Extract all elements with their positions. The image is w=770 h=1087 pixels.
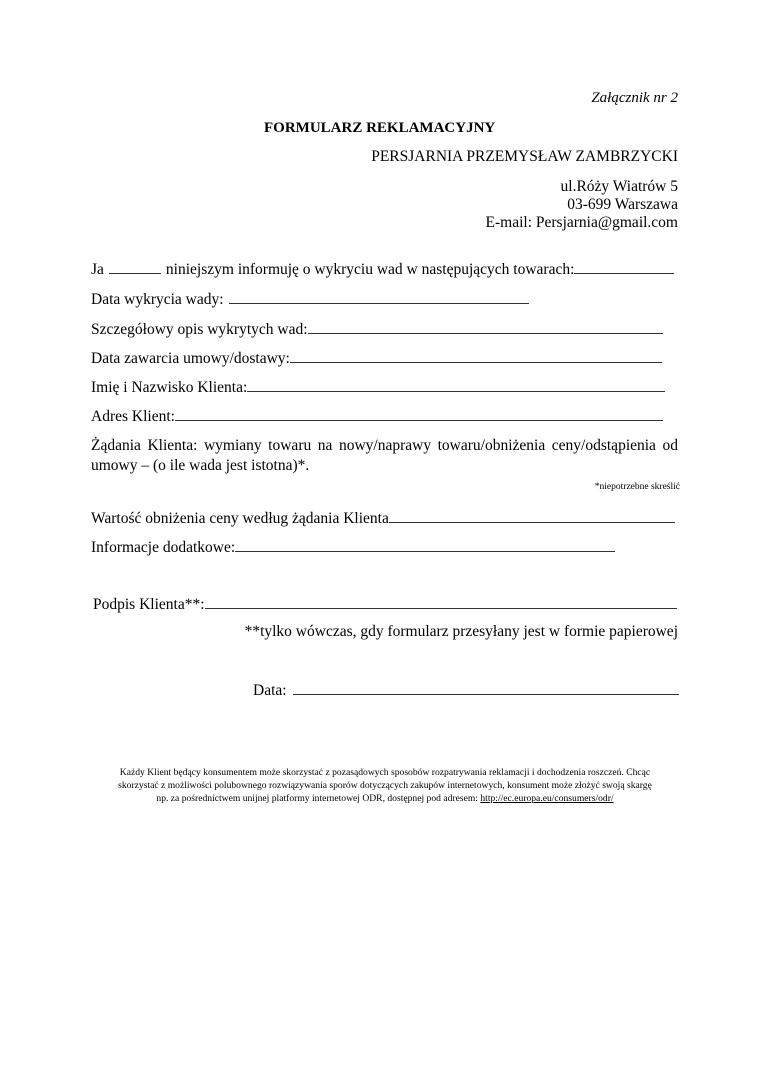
footer-line-1: Każdy Klient będący konsumentem może skorzystać z pozasądowych sposobów rozpatrywania reklamacji i dochodzenia roszczeń. Chcąc xyxy=(119,767,651,778)
client-address-field xyxy=(91,406,663,426)
defect-description-field xyxy=(91,319,663,339)
defect-date-label: Data wykrycia wady: xyxy=(91,291,224,308)
client-name-label: Imię i Nazwisko Klienta: xyxy=(91,379,248,396)
footer-line-3-text: np. za pośrednictwem unijnej platformy internetowej ODR, dostępnej pod adresem: xyxy=(156,793,478,804)
footer-line-2: skorzystać z możliwości polubownego rozwiązywania sporów dotyczących zakupów internetowych, konsument może złożyć swoją skargę xyxy=(118,780,652,791)
price-reduction-label: Wartość obniżenia ceny według żądania Klienta xyxy=(91,510,389,527)
company-name: PERSJARNIA PRZEMYSŁAW ZAMBRZYCKI xyxy=(371,148,678,165)
date-label: Data: xyxy=(253,682,287,699)
company-street: ul.Róży Wiatrów 5 xyxy=(560,178,678,195)
additional-info-field xyxy=(91,537,615,557)
intro-prefix: Ja xyxy=(91,261,104,278)
additional-info-blank[interactable] xyxy=(235,537,615,552)
demands-line-2: umowy – (o ile wada jest istotna)*. xyxy=(91,457,310,474)
goods-blank[interactable] xyxy=(574,259,674,274)
date-field xyxy=(253,680,679,700)
date-blank[interactable] xyxy=(293,680,679,695)
footer-notice xyxy=(80,766,690,805)
signature-blank[interactable] xyxy=(205,594,677,609)
contract-date-field xyxy=(91,348,662,368)
client-address-blank[interactable] xyxy=(175,406,663,421)
contract-date-label: Data zawarcia umowy/dostawy: xyxy=(91,350,290,367)
company-city: 03-699 Warszawa xyxy=(567,196,678,213)
signature-label: Podpis Klienta**: xyxy=(93,596,205,613)
footer-line-3 xyxy=(80,792,690,805)
client-name-field xyxy=(91,377,665,397)
intro-field xyxy=(91,259,674,279)
price-reduction-field xyxy=(91,508,675,528)
client-name-blank[interactable] xyxy=(109,259,161,274)
client-address-label: Adres Klient: xyxy=(91,408,175,425)
odr-link[interactable]: http://ec.europa.eu/consumers/odr/ xyxy=(480,793,614,804)
signature-note: **tylko wówczas, gdy formularz przesyłany jest w formie papierowej xyxy=(244,623,678,640)
client-name-input-blank[interactable] xyxy=(247,377,665,392)
intro-text: niniejszym informuję o wykryciu wad w następujących towarach: xyxy=(165,261,575,278)
annex-label: Załącznik nr 2 xyxy=(591,90,678,106)
defect-description-label: Szczegółowy opis wykrytych wad: xyxy=(91,321,308,338)
price-reduction-blank[interactable] xyxy=(389,508,675,523)
defect-date-field xyxy=(91,289,529,309)
defect-description-blank[interactable] xyxy=(308,319,663,334)
defect-date-blank[interactable] xyxy=(229,289,529,304)
form-title: FORMULARZ REKLAMACYJNY xyxy=(264,120,496,136)
demands-line-1: Żądania Klienta: wymiany towaru na nowy/naprawy towaru/obniżenia ceny/odstąpienia od xyxy=(91,437,678,454)
client-demands xyxy=(91,436,678,476)
contract-date-blank[interactable] xyxy=(290,348,662,363)
company-email: E-mail: Persjarnia@gmail.com xyxy=(485,214,678,231)
signature-field xyxy=(93,594,677,614)
strike-note: *niepotrzebne skreślić xyxy=(594,482,680,492)
additional-info-label: Informacje dodatkowe: xyxy=(91,539,236,556)
